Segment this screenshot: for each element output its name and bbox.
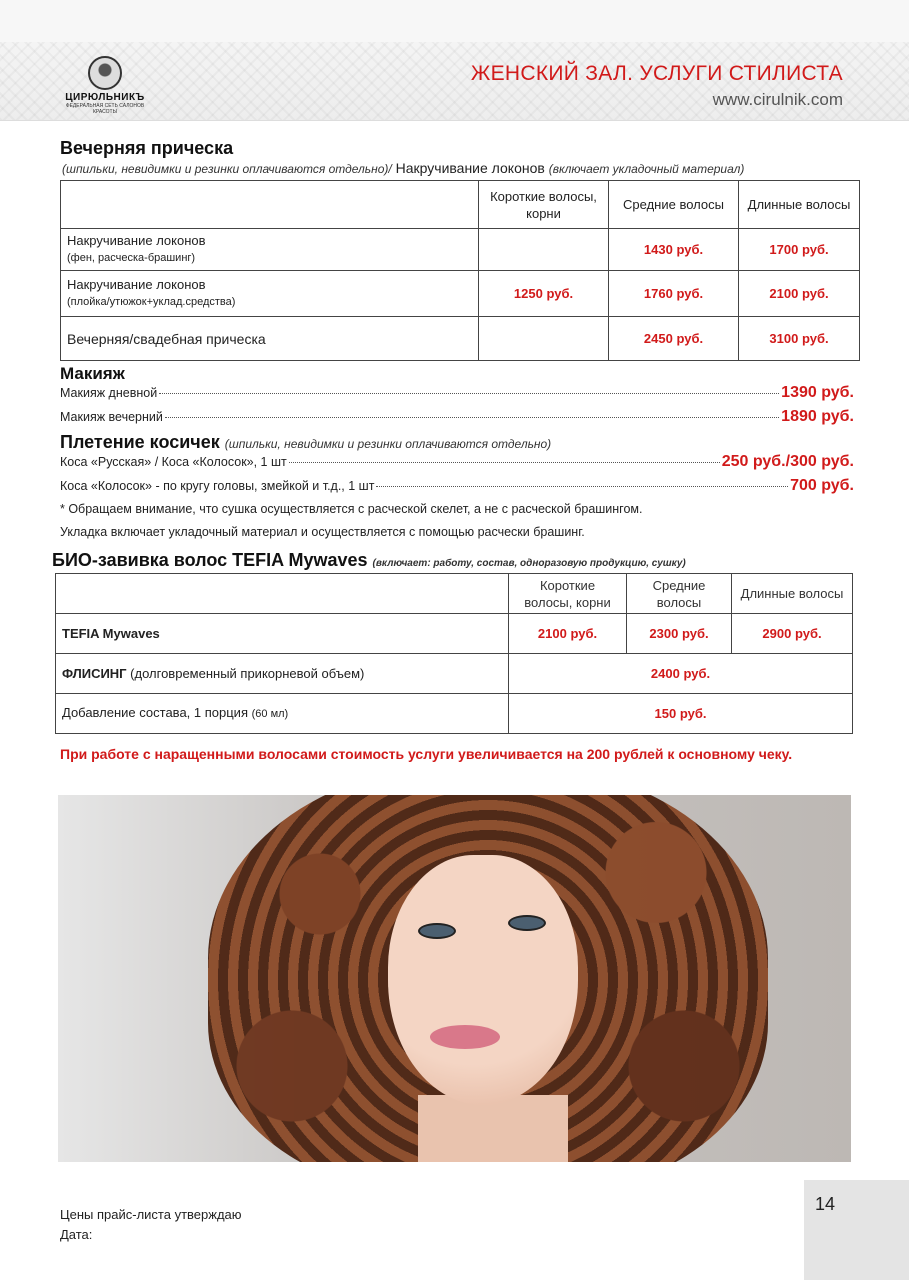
row-label-main: Добавление состава, 1 порция <box>62 705 248 720</box>
list-item <box>60 408 854 426</box>
brand-logo <box>55 56 155 115</box>
bio-price-table <box>55 573 853 734</box>
row-label-sub: (плойка/утюжок+уклад.средства) <box>67 296 236 308</box>
braids-title: Плетение косичек <box>60 432 220 452</box>
item-label: Коса «Русская» / Коса «Колосок», 1 шт <box>60 455 287 469</box>
row-label: TEFIA Mywaves <box>56 614 509 654</box>
page-header <box>0 42 909 121</box>
dot-leader <box>376 486 788 487</box>
evening-note-mid: Накручивание локонов <box>391 160 549 176</box>
extensions-warning: При работе с наращенными волосами стоимость услуги увеличивается на 200 рублей к основному чеку. <box>60 746 793 762</box>
price-all: 2400 руб. <box>509 654 853 694</box>
row-label-rest: (долговременный прикорневой объем) <box>126 665 365 681</box>
row-label-main: Накручивание локонов <box>67 233 206 248</box>
price-long: 3100 руб. <box>739 317 860 361</box>
dot-leader <box>159 393 779 394</box>
table-row <box>56 654 853 694</box>
table-row <box>61 317 860 361</box>
table-row <box>61 271 860 317</box>
item-price: 250 руб./300 руб. <box>721 453 854 470</box>
row-label <box>56 654 509 694</box>
bio-section-title <box>52 550 686 571</box>
logo-subtitle: ФЕДЕРАЛЬНАЯ СЕТЬ САЛОНОВ КРАСОТЫ <box>65 103 145 115</box>
evening-note-italic2: (включает укладочный материал) <box>548 162 745 176</box>
footnote-styling: Укладка включает укладочный материал и осуществляется с помощью расчески брашинг. <box>60 525 585 539</box>
photo-lips <box>430 1025 500 1049</box>
logo-emblem-icon <box>88 56 122 90</box>
page-title: ЖЕНСКИЙ ЗАЛ. УСЛУГИ СТИЛИСТА <box>470 62 843 85</box>
bio-note: (включает: работу, состав, одноразовую продукцию, сушку) <box>372 558 686 569</box>
evening-section-note <box>62 160 744 176</box>
approval-block <box>60 1205 242 1245</box>
price-short: 1250 руб. <box>479 271 609 317</box>
logo-name: ЦИРЮЛЬНИКЪ <box>65 92 145 103</box>
list-item <box>60 384 854 402</box>
price-medium: 2300 руб. <box>627 614 732 654</box>
photo-eye-right <box>508 915 546 931</box>
braids-note: (шпильки, невидимки и резинки оплачиваются отдельно) <box>224 437 552 451</box>
photo-neck <box>418 1095 568 1162</box>
model-photo <box>58 795 851 1162</box>
header-short: Короткие волосы, корни <box>509 574 627 614</box>
price-long: 2900 руб. <box>732 614 853 654</box>
photo-face <box>388 855 578 1105</box>
evening-section-title: Вечерняя прическа <box>60 138 234 158</box>
item-price: 700 руб. <box>790 477 854 494</box>
row-label-sub: (фен, расческа-брашинг) <box>67 252 196 264</box>
table-row <box>56 694 853 734</box>
price-medium: 1760 руб. <box>609 271 739 317</box>
row-label-main: Накручивание локонов <box>67 277 206 292</box>
item-label: Макияж вечерний <box>60 410 163 424</box>
header-empty-cell <box>56 574 509 614</box>
makeup-section-title: Макияж <box>60 364 125 383</box>
row-label-bold: ФЛИСИНГ <box>62 665 127 681</box>
bio-title: БИО-завивка волос TEFIA Mywaves <box>52 550 368 570</box>
price-long: 2100 руб. <box>739 271 860 317</box>
footnote-drying: * Обращаем внимание, что сушка осуществляется с расческой скелет, а не с расческой брашингом. <box>60 502 643 516</box>
header-short: Короткие волосы, корни <box>479 181 609 229</box>
braids-section-title <box>60 432 551 453</box>
evening-price-table <box>60 180 860 361</box>
row-label <box>61 229 479 271</box>
page-number: 14 <box>815 1194 836 1214</box>
table-row <box>61 229 860 271</box>
price-short: 2100 руб. <box>509 614 627 654</box>
dot-leader <box>289 462 720 463</box>
item-price: 1890 руб. <box>781 408 854 425</box>
item-label: Коса «Колосок» - по кругу головы, змейкой и т.д., 1 шт <box>60 479 375 493</box>
row-label-small: (60 мл) <box>251 708 289 720</box>
item-label: Макияж дневной <box>60 386 158 400</box>
date-label: Дата: <box>60 1227 93 1242</box>
approval-text: Цены прайс-листа утверждаю <box>60 1207 242 1222</box>
list-item <box>60 453 854 471</box>
website-link[interactable]: www.cirulnik.com <box>712 90 843 109</box>
row-label <box>56 694 509 734</box>
price-all: 150 руб. <box>509 694 853 734</box>
table-row <box>56 614 853 654</box>
price-long: 1700 руб. <box>739 229 860 271</box>
row-label <box>61 271 479 317</box>
header-empty-cell <box>61 181 479 229</box>
evening-note-italic: (шпильки, невидимки и резинки оплачиваются отдельно)/ <box>62 162 392 176</box>
header-long: Длинные волосы <box>732 574 853 614</box>
row-label: Вечерняя/свадебная прическа <box>61 317 479 361</box>
header-medium: Средние волосы <box>627 574 732 614</box>
price-short <box>479 229 609 271</box>
top-strip <box>0 0 909 42</box>
price-medium: 1430 руб. <box>609 229 739 271</box>
table-header-row <box>61 181 860 229</box>
list-item <box>60 477 854 495</box>
table-header-row <box>56 574 853 614</box>
header-long: Длинные волосы <box>739 181 860 229</box>
photo-eye-left <box>418 923 456 939</box>
dot-leader <box>165 417 779 418</box>
item-price: 1390 руб. <box>781 384 854 401</box>
header-medium: Средние волосы <box>609 181 739 229</box>
price-medium: 2450 руб. <box>609 317 739 361</box>
price-short <box>479 317 609 361</box>
